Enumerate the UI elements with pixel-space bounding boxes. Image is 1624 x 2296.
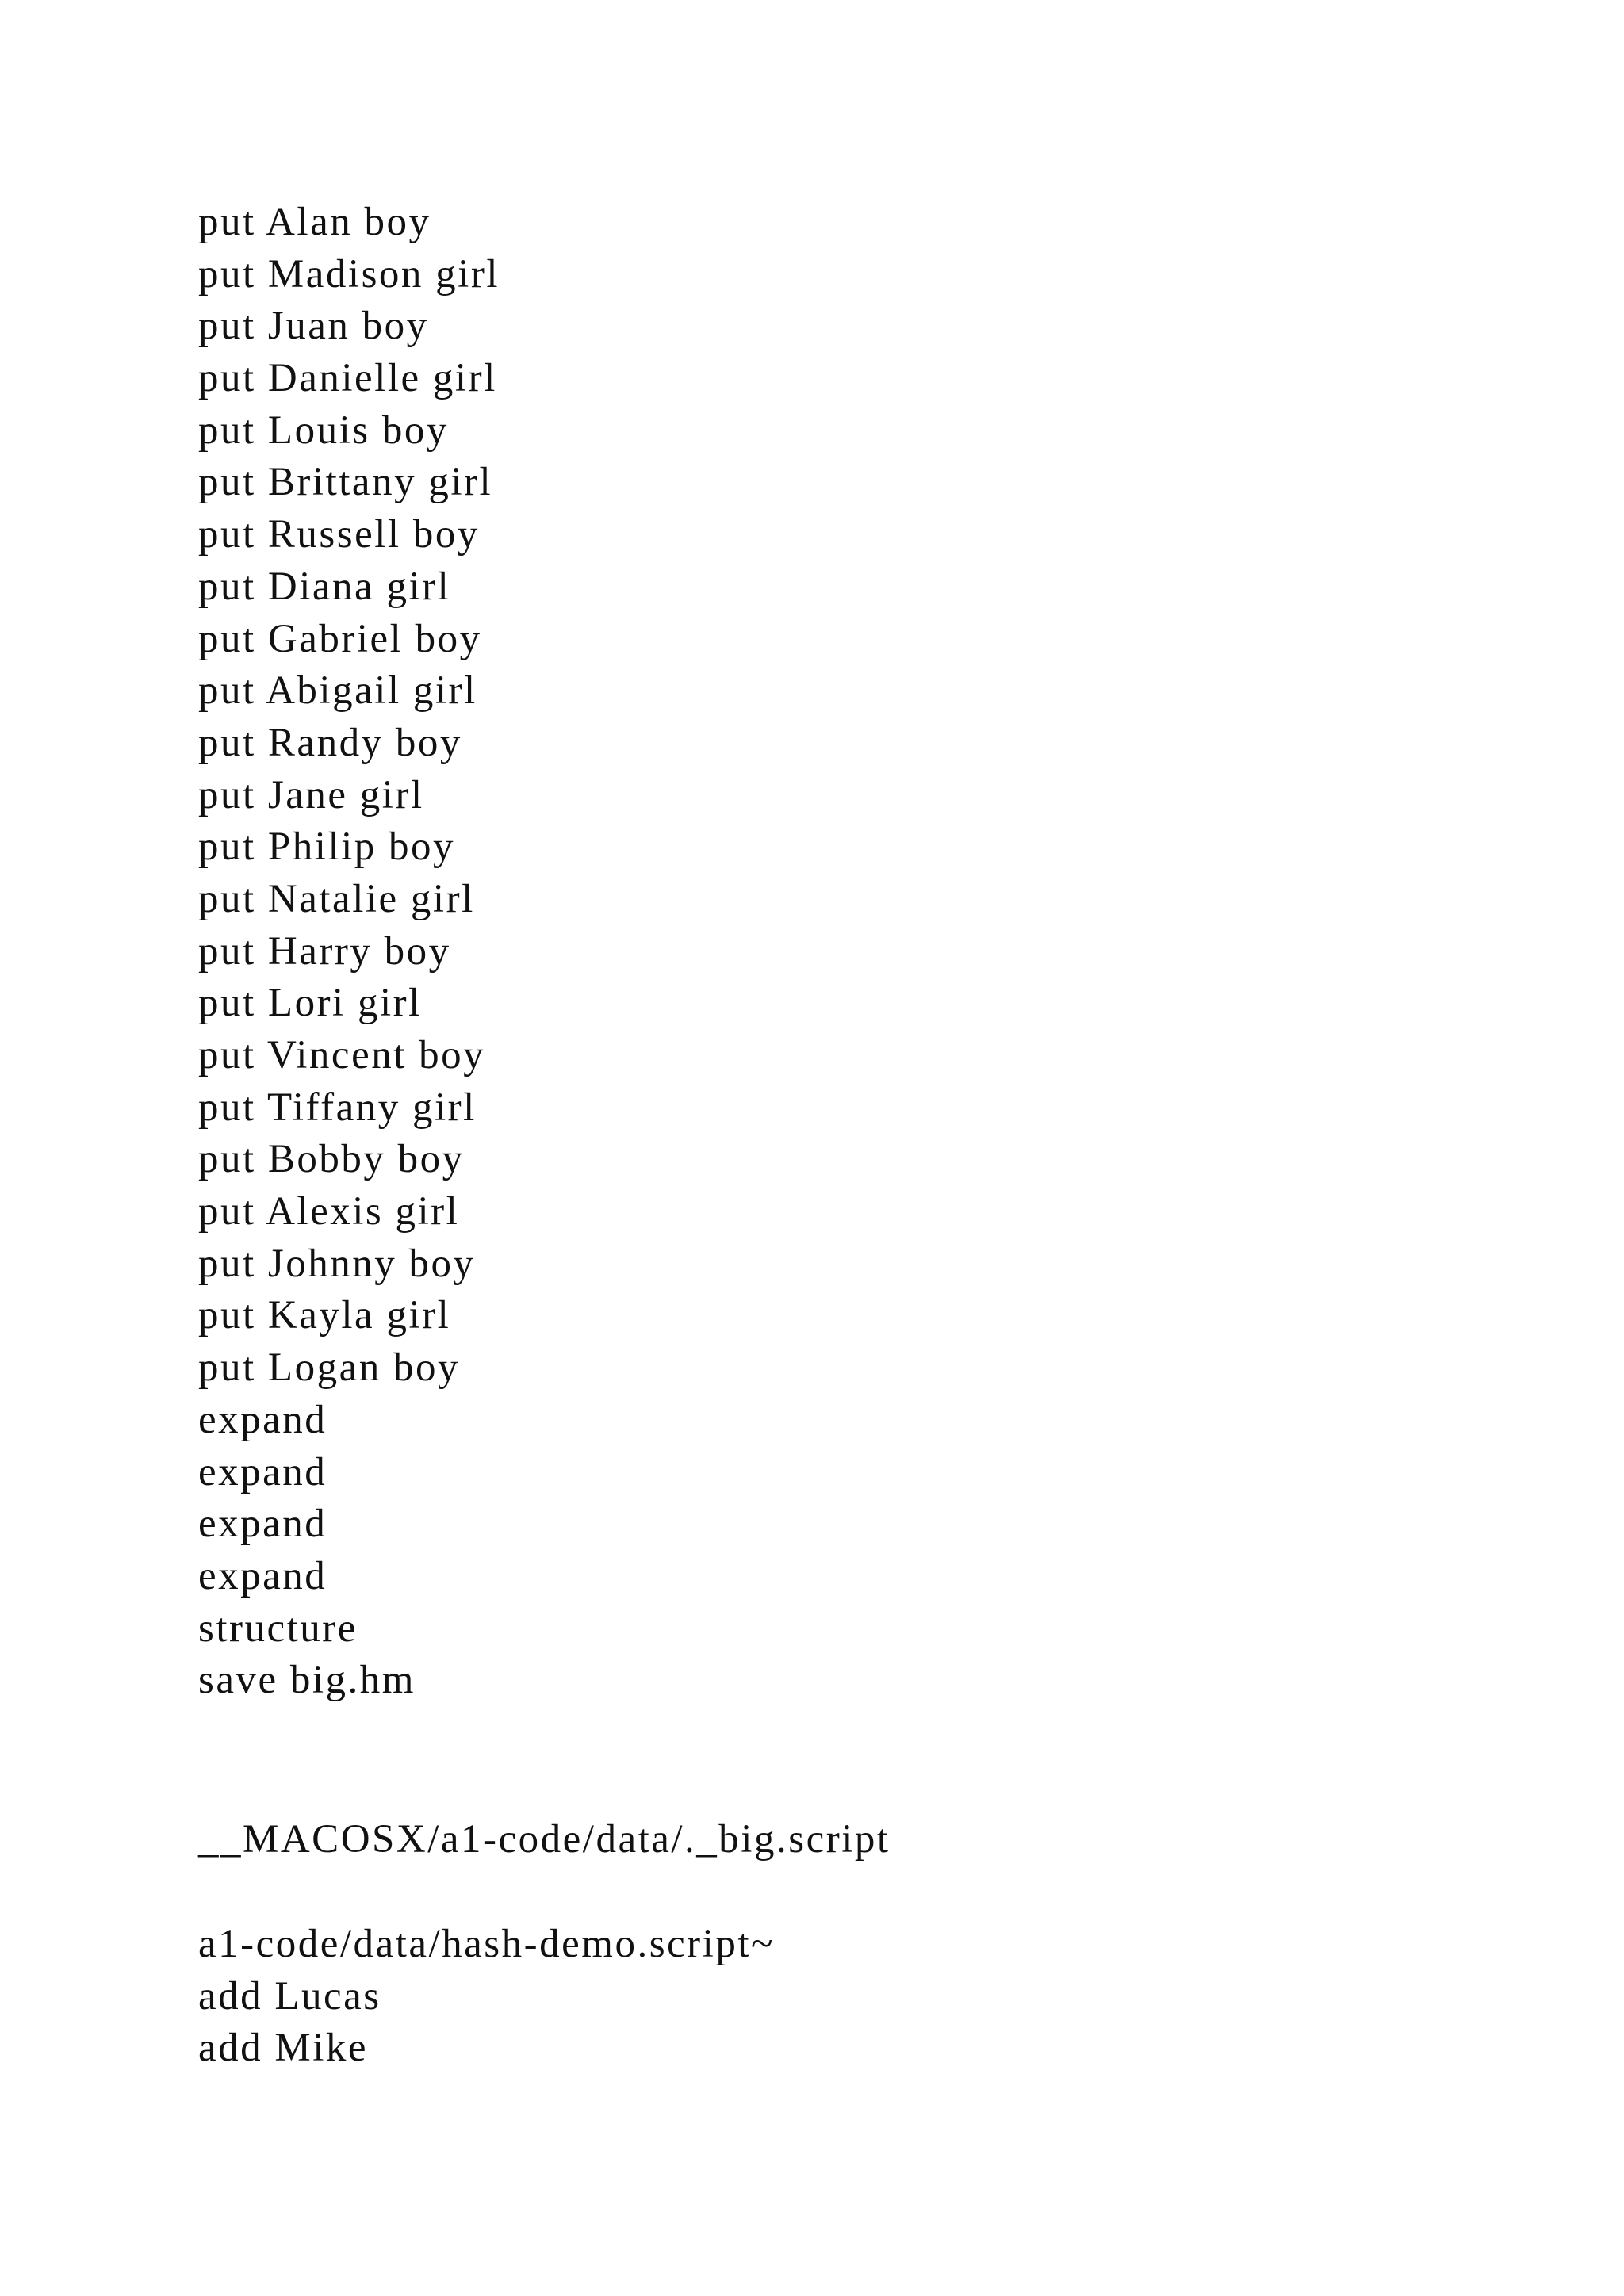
text-line: expand <box>198 1449 327 1494</box>
text-line: save big.hm <box>198 1658 416 1703</box>
text-line: put Philip boy <box>198 825 456 870</box>
text-line: __MACOSX/a1-code/data/._big.script <box>198 1817 891 1862</box>
text-line: put Harry boy <box>198 928 451 974</box>
text-line: structure <box>198 1605 358 1651</box>
text-line: put Abigail girl <box>198 668 477 714</box>
text-line: put Logan boy <box>198 1345 460 1391</box>
text-line: put Madison girl <box>198 251 500 297</box>
text-line: expand <box>198 1397 327 1442</box>
text-line: put Tiffany girl <box>198 1085 477 1130</box>
text-line: put Vincent boy <box>198 1033 486 1077</box>
macosx-path-block <box>198 1814 891 1866</box>
text-line: put Danielle girl <box>198 356 497 401</box>
big-script-block <box>198 197 500 1707</box>
text-line: a1-code/data/hash-demo.script~ <box>198 1922 776 1966</box>
text-line: put Brittany girl <box>198 460 493 505</box>
text-line: put Jane girl <box>198 772 424 817</box>
text-line: put Lori girl <box>198 981 422 1026</box>
text-line: expand <box>198 1502 327 1547</box>
text-line: put Kayla girl <box>198 1293 451 1338</box>
text-line: add Lucas <box>198 1973 381 2019</box>
text-line: put Gabriel boy <box>198 616 482 661</box>
text-line: put Russell boy <box>198 512 480 557</box>
text-line: put Juan boy <box>198 304 429 349</box>
text-line: put Alan boy <box>198 200 431 244</box>
text-line: put Johnny boy <box>198 1241 476 1286</box>
text-line: put Alexis girl <box>198 1189 460 1234</box>
text-line: add Mike <box>198 2026 369 2071</box>
text-line: put Randy boy <box>198 720 462 765</box>
text-line: put Diana girl <box>198 564 451 609</box>
text-line: put Natalie girl <box>198 876 475 921</box>
text-line: put Bobby boy <box>198 1137 465 1182</box>
text-line: expand <box>198 1553 327 1598</box>
text-line: put Louis boy <box>198 408 449 453</box>
hash-demo-script-block <box>198 1919 775 2075</box>
